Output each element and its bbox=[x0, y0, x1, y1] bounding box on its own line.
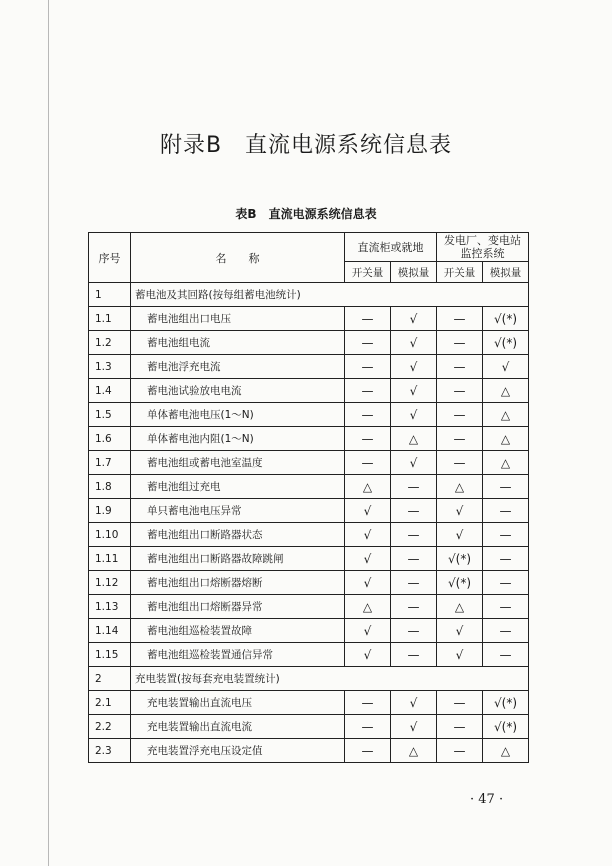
cell-local-analog: — bbox=[391, 643, 437, 667]
row-name: 蓄电池组出口断路器状态 bbox=[131, 523, 345, 547]
row-number: 1.9 bbox=[89, 499, 131, 523]
cell-monitor-switch: — bbox=[437, 403, 483, 427]
cell-local-switch: — bbox=[345, 451, 391, 475]
section-row bbox=[89, 283, 529, 307]
row-name: 单体蓄电池电压(1～N) bbox=[131, 403, 345, 427]
row-name: 单只蓄电池电压异常 bbox=[131, 499, 345, 523]
row-name: 蓄电池组巡检装置通信异常 bbox=[131, 643, 345, 667]
row-name: 充电装置输出直流电流 bbox=[131, 715, 345, 739]
row-number: 1.13 bbox=[89, 595, 131, 619]
table-row bbox=[89, 307, 529, 331]
cell-local-switch: — bbox=[345, 403, 391, 427]
cell-monitor-analog: — bbox=[483, 571, 529, 595]
cell-local-analog: √ bbox=[391, 331, 437, 355]
cell-monitor-analog: — bbox=[483, 475, 529, 499]
row-name: 单体蓄电池内阻(1～N) bbox=[131, 427, 345, 451]
cell-monitor-switch: √(*) bbox=[437, 571, 483, 595]
cell-local-analog: √ bbox=[391, 307, 437, 331]
header-switch-2: 开关量 bbox=[437, 262, 483, 283]
table-row bbox=[89, 355, 529, 379]
cell-monitor-analog: √(*) bbox=[483, 307, 529, 331]
row-number: 1.14 bbox=[89, 619, 131, 643]
table-row bbox=[89, 547, 529, 571]
table-row bbox=[89, 571, 529, 595]
info-table bbox=[88, 232, 529, 763]
row-name: 蓄电池组出口熔断器熔断 bbox=[131, 571, 345, 595]
header-seq: 序号 bbox=[89, 233, 131, 283]
cell-monitor-analog: — bbox=[483, 547, 529, 571]
row-number: 1.3 bbox=[89, 355, 131, 379]
table-row bbox=[89, 403, 529, 427]
cell-local-analog: √ bbox=[391, 379, 437, 403]
cell-local-switch: √ bbox=[345, 547, 391, 571]
table-row bbox=[89, 643, 529, 667]
cell-monitor-switch: — bbox=[437, 739, 483, 763]
row-number: 1.15 bbox=[89, 643, 131, 667]
table-row bbox=[89, 499, 529, 523]
cell-local-switch: √ bbox=[345, 523, 391, 547]
row-name: 蓄电池组过充电 bbox=[131, 475, 345, 499]
cell-monitor-switch: △ bbox=[437, 475, 483, 499]
table-row bbox=[89, 619, 529, 643]
table-row bbox=[89, 475, 529, 499]
cell-monitor-analog: △ bbox=[483, 403, 529, 427]
row-name: 蓄电池组出口熔断器异常 bbox=[131, 595, 345, 619]
cell-local-switch: — bbox=[345, 355, 391, 379]
row-number: 1.1 bbox=[89, 307, 131, 331]
cell-local-switch: — bbox=[345, 379, 391, 403]
cell-local-analog: — bbox=[391, 595, 437, 619]
cell-monitor-analog: — bbox=[483, 523, 529, 547]
table-row bbox=[89, 595, 529, 619]
cell-local-analog: — bbox=[391, 523, 437, 547]
row-name: 充电装置输出直流电压 bbox=[131, 691, 345, 715]
row-number: 1.10 bbox=[89, 523, 131, 547]
row-number: 1.7 bbox=[89, 451, 131, 475]
cell-local-switch: √ bbox=[345, 499, 391, 523]
header-name: 名 称 bbox=[131, 233, 345, 283]
row-number: 2.3 bbox=[89, 739, 131, 763]
row-number: 1.11 bbox=[89, 547, 131, 571]
cell-monitor-analog: √(*) bbox=[483, 715, 529, 739]
cell-monitor-analog: — bbox=[483, 619, 529, 643]
cell-monitor-analog: △ bbox=[483, 379, 529, 403]
cell-monitor-analog: — bbox=[483, 595, 529, 619]
row-number: 1.8 bbox=[89, 475, 131, 499]
cell-local-analog: — bbox=[391, 619, 437, 643]
row-number: 1 bbox=[89, 283, 131, 307]
cell-local-analog: √ bbox=[391, 355, 437, 379]
row-number: 2.2 bbox=[89, 715, 131, 739]
cell-monitor-switch: — bbox=[437, 331, 483, 355]
row-name: 充电装置浮充电压设定值 bbox=[131, 739, 345, 763]
cell-monitor-switch: √ bbox=[437, 643, 483, 667]
cell-local-switch: — bbox=[345, 739, 391, 763]
cell-local-analog: √ bbox=[391, 715, 437, 739]
cell-local-switch: √ bbox=[345, 619, 391, 643]
page-title: 附录B 直流电源系统信息表 bbox=[159, 133, 453, 158]
header-analog-2: 模拟量 bbox=[483, 262, 529, 283]
cell-local-analog: △ bbox=[391, 739, 437, 763]
table-row bbox=[89, 427, 529, 451]
cell-local-switch: — bbox=[345, 427, 391, 451]
table-row bbox=[89, 739, 529, 763]
header-switch-1: 开关量 bbox=[345, 262, 391, 283]
row-name: 蓄电池组或蓄电池室温度 bbox=[131, 451, 345, 475]
row-number: 1.4 bbox=[89, 379, 131, 403]
cell-monitor-switch: √(*) bbox=[437, 547, 483, 571]
cell-monitor-analog: △ bbox=[483, 451, 529, 475]
cell-monitor-analog: √(*) bbox=[483, 331, 529, 355]
cell-local-analog: √ bbox=[391, 451, 437, 475]
cell-monitor-switch: — bbox=[437, 691, 483, 715]
row-number: 1.2 bbox=[89, 331, 131, 355]
page-number: · 47 · bbox=[470, 792, 504, 807]
header-group-monitor-line2: 监控系统 bbox=[460, 247, 505, 260]
cell-local-switch: — bbox=[345, 715, 391, 739]
row-number: 1.12 bbox=[89, 571, 131, 595]
cell-monitor-analog: △ bbox=[483, 739, 529, 763]
cell-monitor-analog: — bbox=[483, 643, 529, 667]
header-group-monitor-line1: 发电厂、变电站 bbox=[444, 234, 521, 247]
cell-local-switch: √ bbox=[345, 643, 391, 667]
section-title: 蓄电池及其回路(按每组蓄电池统计) bbox=[131, 283, 529, 307]
table-row bbox=[89, 523, 529, 547]
cell-monitor-switch: √ bbox=[437, 499, 483, 523]
cell-monitor-switch: √ bbox=[437, 523, 483, 547]
cell-local-analog: √ bbox=[391, 691, 437, 715]
section-row bbox=[89, 667, 529, 691]
table-caption: 表B 直流电源系统信息表 bbox=[235, 207, 377, 221]
table-row bbox=[89, 715, 529, 739]
section-title: 充电装置(按每套充电装置统计) bbox=[131, 667, 529, 691]
cell-monitor-analog: △ bbox=[483, 427, 529, 451]
cell-local-switch: — bbox=[345, 307, 391, 331]
row-name: 蓄电池试验放电电流 bbox=[131, 379, 345, 403]
cell-local-switch: △ bbox=[345, 475, 391, 499]
cell-monitor-switch: — bbox=[437, 427, 483, 451]
cell-monitor-switch: — bbox=[437, 379, 483, 403]
cell-local-analog: — bbox=[391, 475, 437, 499]
cell-monitor-switch: √ bbox=[437, 619, 483, 643]
cell-monitor-switch: — bbox=[437, 307, 483, 331]
row-number: 1.5 bbox=[89, 403, 131, 427]
cell-monitor-analog: — bbox=[483, 499, 529, 523]
table-row bbox=[89, 331, 529, 355]
cell-monitor-analog: √ bbox=[483, 355, 529, 379]
table-row bbox=[89, 451, 529, 475]
cell-local-switch: △ bbox=[345, 595, 391, 619]
row-number: 1.6 bbox=[89, 427, 131, 451]
row-name: 蓄电池组巡检装置故障 bbox=[131, 619, 345, 643]
row-number: 2.1 bbox=[89, 691, 131, 715]
cell-local-analog: — bbox=[391, 547, 437, 571]
cell-monitor-switch: — bbox=[437, 715, 483, 739]
row-name: 蓄电池组电流 bbox=[131, 331, 345, 355]
header-group-monitor bbox=[437, 233, 529, 262]
cell-monitor-analog: √(*) bbox=[483, 691, 529, 715]
row-name: 蓄电池浮充电流 bbox=[131, 355, 345, 379]
row-name: 蓄电池组出口电压 bbox=[131, 307, 345, 331]
cell-monitor-switch: △ bbox=[437, 595, 483, 619]
row-name: 蓄电池组出口断路器故障跳闸 bbox=[131, 547, 345, 571]
row-number: 2 bbox=[89, 667, 131, 691]
header-analog-1: 模拟量 bbox=[391, 262, 437, 283]
cell-local-analog: — bbox=[391, 571, 437, 595]
cell-local-analog: √ bbox=[391, 403, 437, 427]
header-group-local: 直流柜或就地 bbox=[345, 233, 437, 262]
cell-local-switch: — bbox=[345, 691, 391, 715]
cell-local-switch: √ bbox=[345, 571, 391, 595]
table-row bbox=[89, 691, 529, 715]
cell-local-analog: △ bbox=[391, 427, 437, 451]
cell-local-analog: — bbox=[391, 499, 437, 523]
cell-monitor-switch: — bbox=[437, 451, 483, 475]
table-row bbox=[89, 379, 529, 403]
cell-local-switch: — bbox=[345, 331, 391, 355]
cell-monitor-switch: — bbox=[437, 355, 483, 379]
